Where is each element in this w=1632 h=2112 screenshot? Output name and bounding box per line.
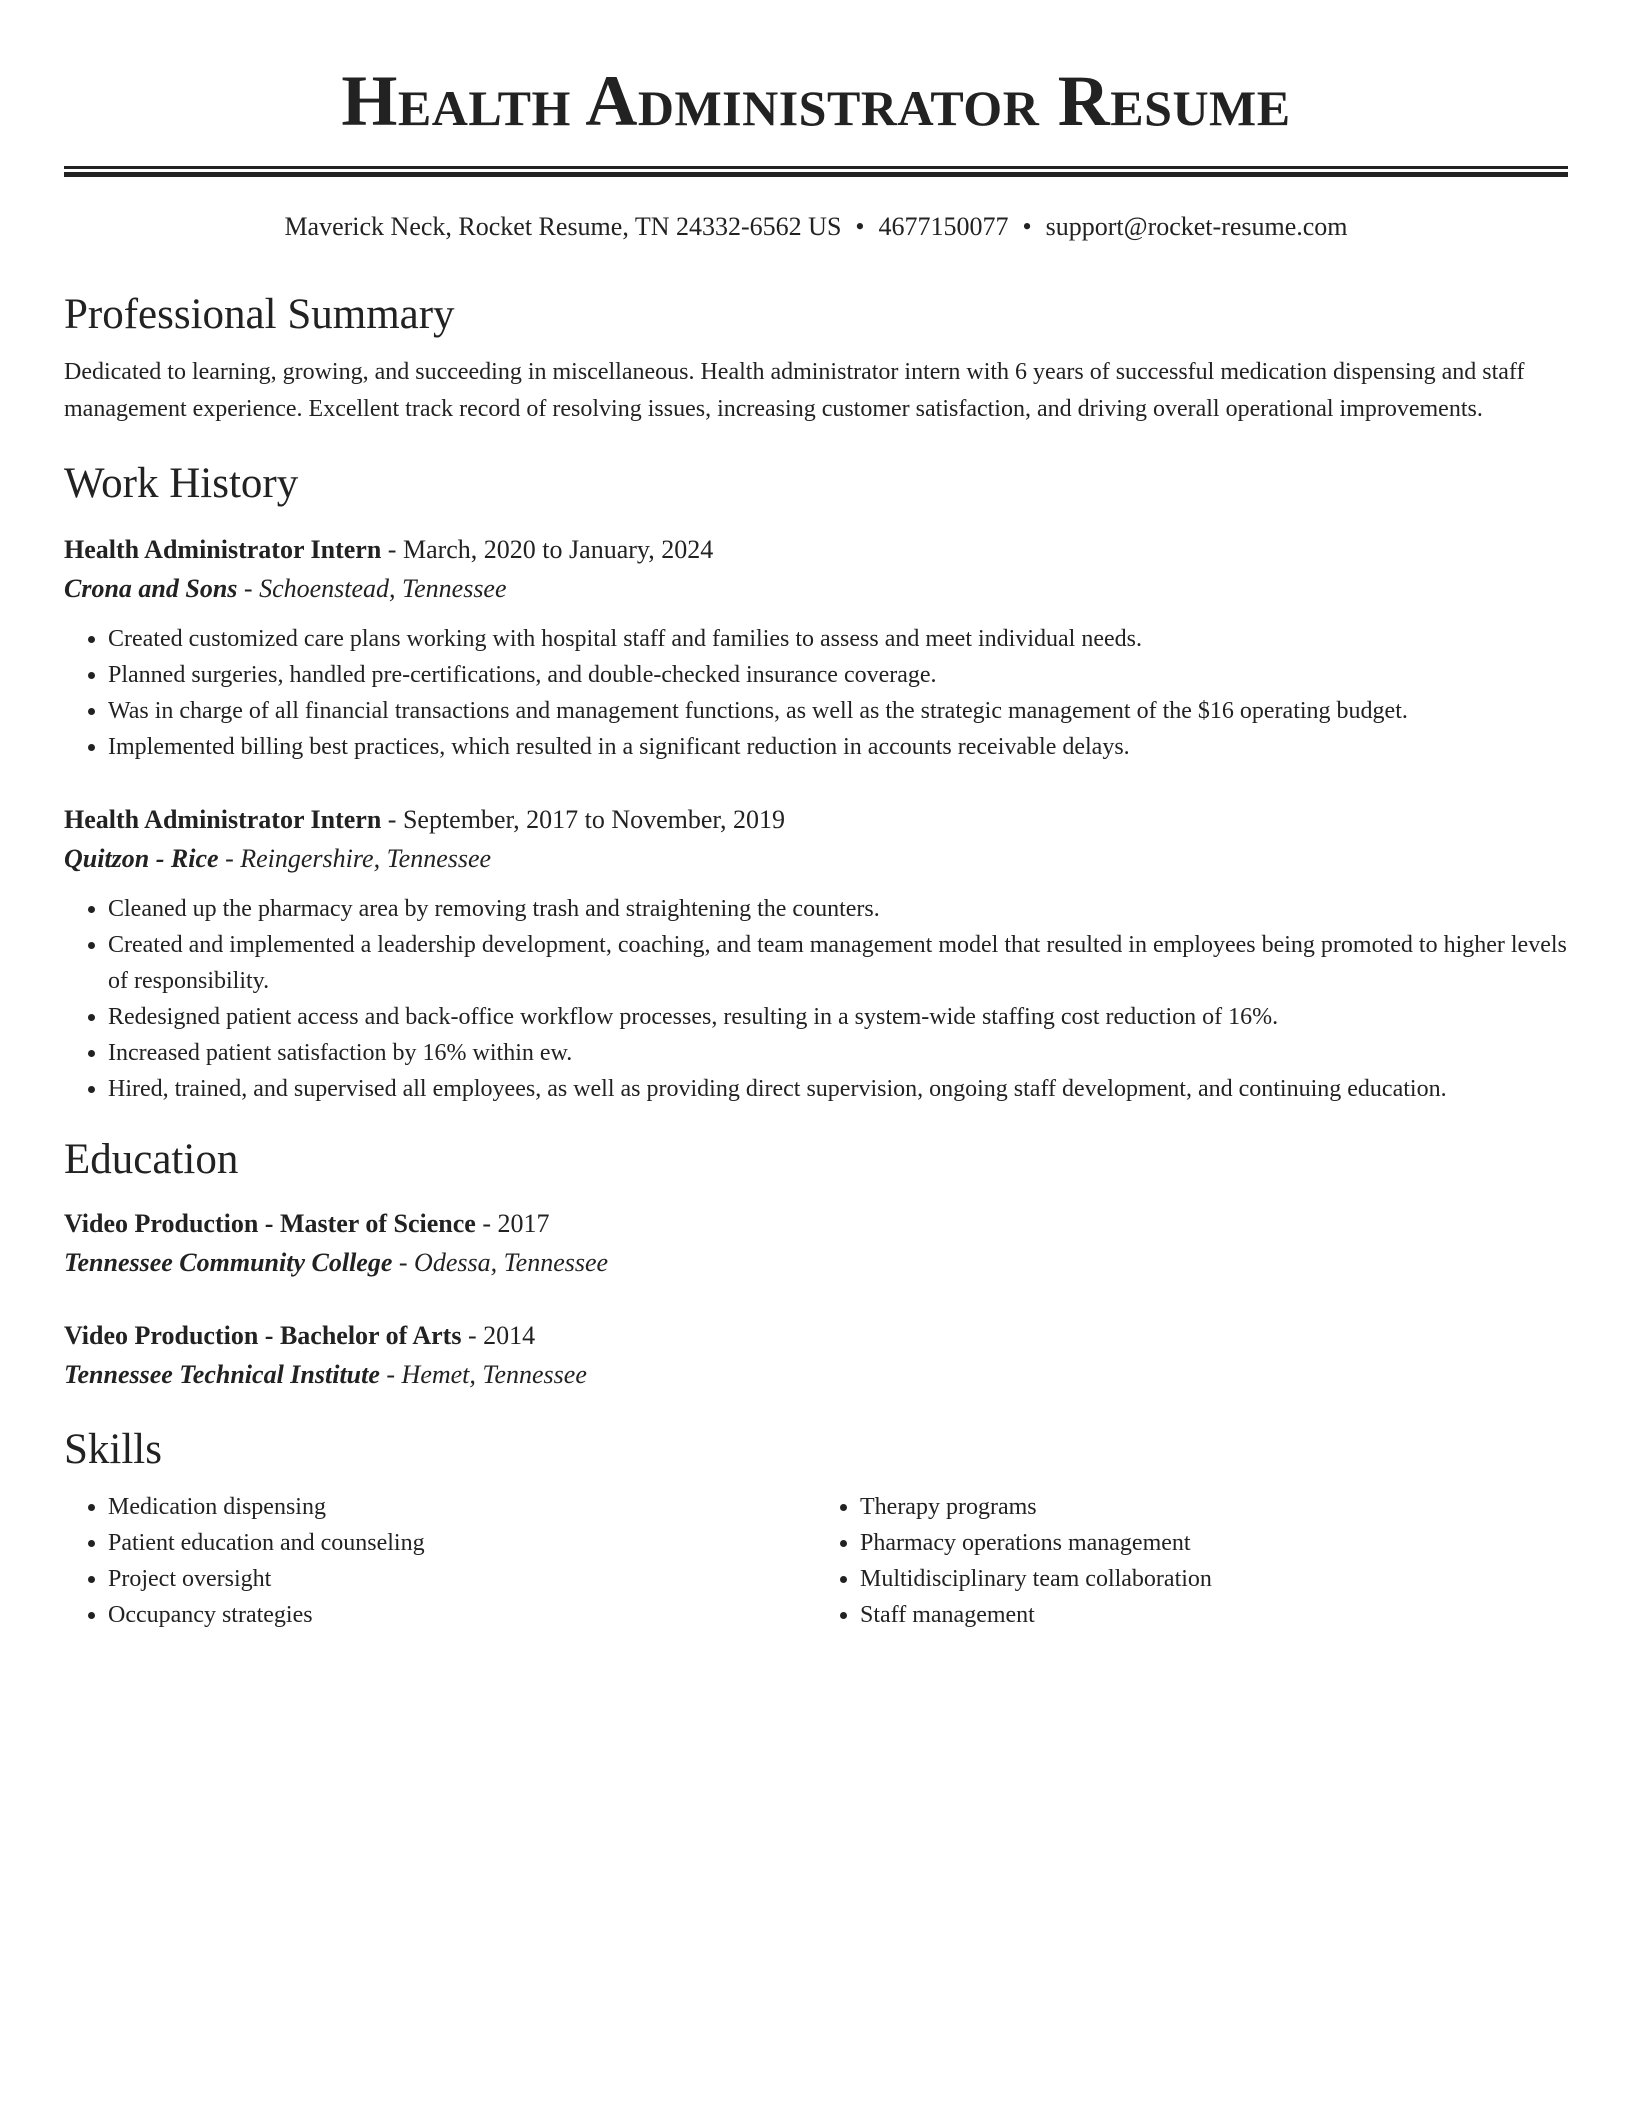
skill-item: • Staff management xyxy=(860,1597,1568,1633)
job-title: Health Administrator Intern xyxy=(64,535,382,564)
job-bullets xyxy=(64,891,1568,1107)
skill-item: • Patient education and counseling xyxy=(108,1525,816,1561)
section-heading: Professional Summary xyxy=(64,291,455,338)
job-location: - Schoenstead, Tennessee xyxy=(237,574,507,603)
list-item: • Redesigned patient access and back-office workflow processes, resulting in a system-wide staffing cost reduction of 16%. xyxy=(108,999,1568,1035)
skills-section xyxy=(64,1423,1568,1633)
job-dates: - March, 2020 to January, 2024 xyxy=(381,535,714,564)
skills-list-right xyxy=(816,1489,1568,1633)
degree-year: - 2014 xyxy=(461,1321,536,1350)
job-title: Health Administrator Intern xyxy=(64,805,382,834)
list-item: • Created customized care plans working with hospital staff and families to assess and meet individual needs. xyxy=(108,621,1568,657)
school-line xyxy=(64,1243,1568,1283)
degree-line xyxy=(64,1205,1568,1243)
summary-section xyxy=(64,288,1568,427)
contact-email: support@rocket-resume.com xyxy=(1045,212,1348,241)
school-line xyxy=(64,1355,1568,1395)
degree: Video Production - Bachelor of Arts xyxy=(64,1321,462,1350)
job-entry xyxy=(64,801,1568,1107)
skill-item: • Project oversight xyxy=(108,1561,816,1597)
skill-item: • Multidisciplinary team collaboration xyxy=(860,1561,1568,1597)
list-item: • Planned surgeries, handled pre-certifications, and double-checked insurance coverage. xyxy=(108,657,1568,693)
school: Tennessee Technical Institute xyxy=(64,1360,380,1389)
list-item: • Implemented billing best practices, which resulted in a significant reduction in accounts receivable delays. xyxy=(108,729,1568,765)
skills-columns xyxy=(64,1489,1568,1633)
contact-address: Maverick Neck, Rocket Resume, TN 24332-6562 US xyxy=(284,212,842,241)
degree-year: - 2017 xyxy=(475,1209,550,1238)
job-company-line xyxy=(64,839,1568,879)
school-location: - Odessa, Tennessee xyxy=(392,1248,609,1277)
job-location: - Reingershire, Tennessee xyxy=(218,844,492,873)
job-title-line xyxy=(64,531,1568,569)
list-item: • Created and implemented a leadership development, coaching, and team management model that resulted in employees being promoted to higher levels of responsibility. xyxy=(108,927,1568,999)
education-section xyxy=(64,1133,1568,1395)
contact-line xyxy=(64,210,1568,244)
skill-item: • Therapy programs xyxy=(860,1489,1568,1525)
job-entry xyxy=(64,531,1568,765)
header-divider xyxy=(64,166,1568,177)
school-location: - Hemet, Tennessee xyxy=(379,1360,587,1389)
job-company: Crona and Sons xyxy=(64,574,238,603)
list-item: • Hired, trained, and supervised all employees, as well as providing direct supervision, ongoing staff development, and continuing education. xyxy=(108,1071,1568,1107)
list-item: • Increased patient satisfaction by 16% within ew. xyxy=(108,1035,1568,1071)
skill-item: • Medication dispensing xyxy=(108,1489,816,1525)
job-bullets xyxy=(64,621,1568,765)
resume-title: Health Administrator Resume xyxy=(341,61,1291,141)
contact-separator: • xyxy=(1022,212,1032,241)
section-heading: Education xyxy=(64,1136,239,1183)
section-heading: Work History xyxy=(64,460,299,507)
job-company: Quitzon - Rice xyxy=(64,844,219,873)
skill-item: • Pharmacy operations management xyxy=(860,1525,1568,1561)
summary-text: Dedicated to learning, growing, and succeeding in miscellaneous. Health administrator intern with 6 years of successful medication dispensing and staff management experience. Excellent track record of resolving issues, increasing customer satisfaction, and driving overall operational improvements. xyxy=(64,359,1525,422)
education-entry xyxy=(64,1205,1568,1283)
job-dates: - September, 2017 to November, 2019 xyxy=(381,805,786,834)
contact-separator: • xyxy=(855,212,865,241)
school: Tennessee Community College xyxy=(64,1248,393,1277)
education-entry xyxy=(64,1317,1568,1395)
work-history-section xyxy=(64,457,1568,1107)
section-heading: Skills xyxy=(64,1426,162,1473)
list-item: • Was in charge of all financial transactions and management functions, as well as the strategic management of the $16 operating budget. xyxy=(108,693,1568,729)
degree-line xyxy=(64,1317,1568,1355)
skill-item: • Occupancy strategies xyxy=(108,1597,816,1633)
skills-list-left xyxy=(64,1489,816,1633)
job-title-line xyxy=(64,801,1568,839)
degree: Video Production - Master of Science xyxy=(64,1209,476,1238)
list-item: • Cleaned up the pharmacy area by removing trash and straightening the counters. xyxy=(108,891,1568,927)
job-company-line xyxy=(64,569,1568,609)
contact-phone: 4677150077 xyxy=(878,212,1009,241)
